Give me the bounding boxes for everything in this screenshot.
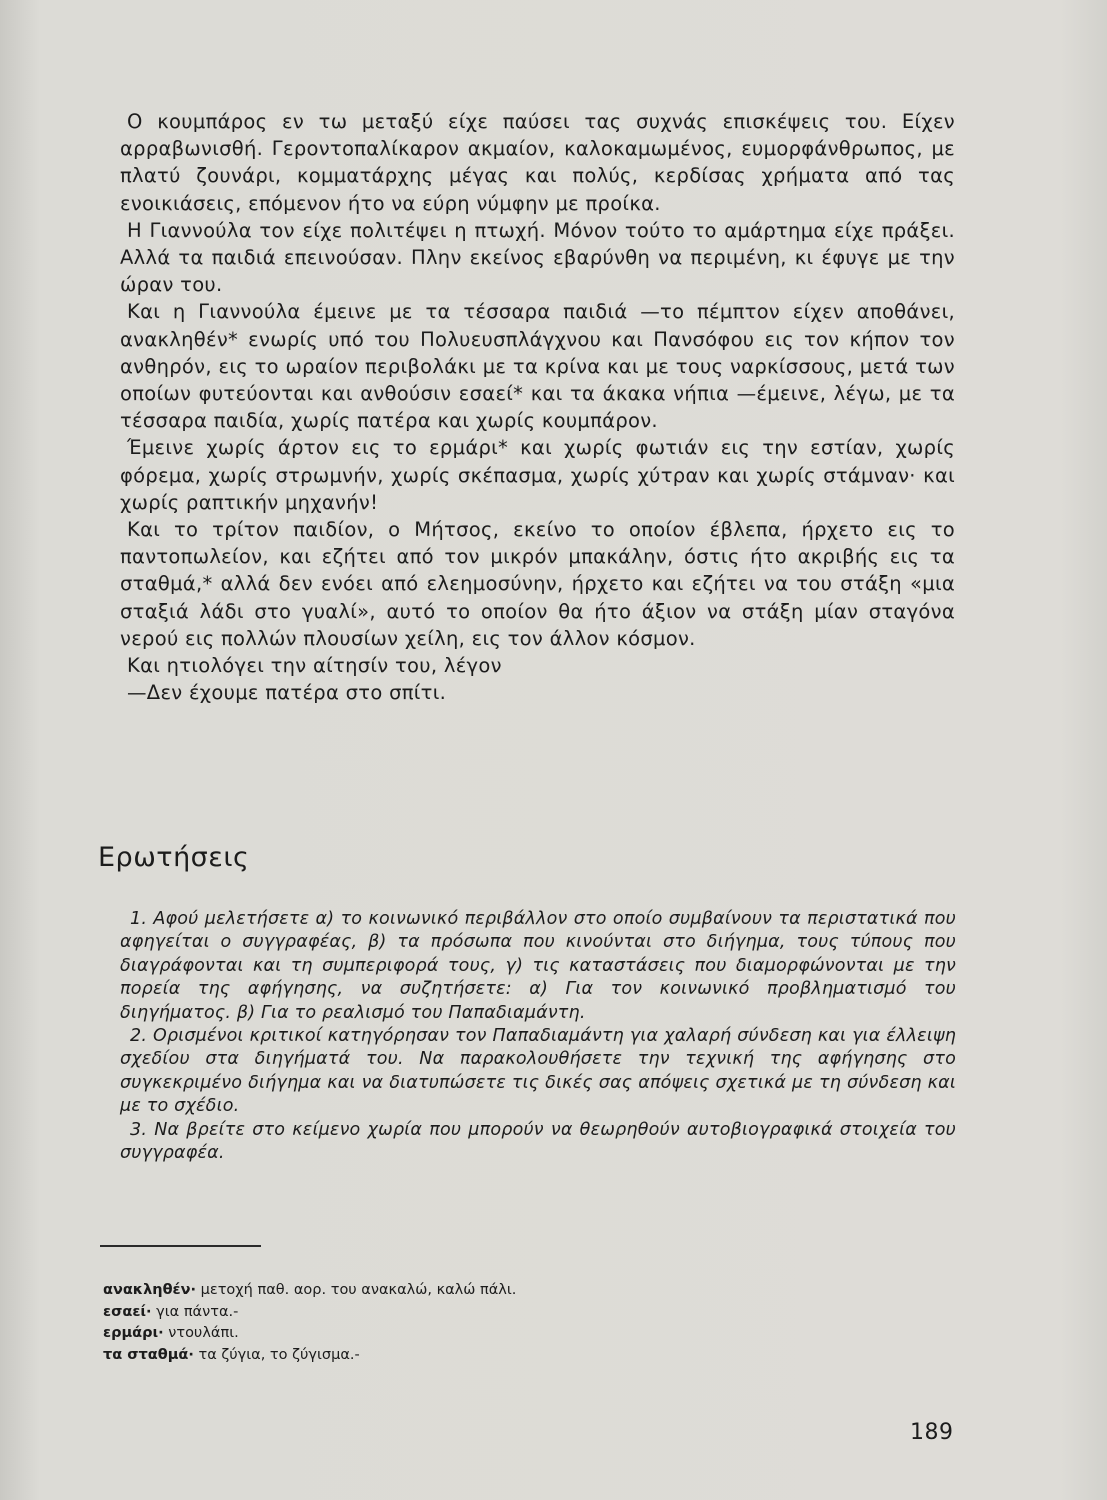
glossary-term: ανακληθέν· bbox=[103, 1282, 197, 1298]
glossary-term: ερμάρι· bbox=[103, 1325, 164, 1341]
glossary bbox=[103, 1280, 803, 1366]
paragraph: Η Γιαννούλα τον είχε πολιτέψει η πτωχή. Μόνον τούτο το αμάρτημα είχε πράξει. Αλλά τα παιδιά επεινούσαν. Πλην εκείνος εβαρύνθη να περιμένη, κι έφυγε με την ώραν του. bbox=[120, 218, 955, 297]
page-number: 189 bbox=[910, 1420, 954, 1445]
paragraph: Και ητιολόγει την αίτησίν του, λέγον bbox=[127, 654, 502, 678]
glossary-definition: ντουλάπι. bbox=[168, 1325, 239, 1341]
glossary-definition: για πάντα.- bbox=[156, 1303, 239, 1320]
glossary-entry bbox=[103, 1323, 803, 1345]
question-item: 2. Ορισμένοι κριτικοί κατηγόρησαν τον Παπαδιαμάντη για χαλαρή σύνδεση και για έλλειψη σχεδίου στα διηγήματά του. Να παρακολουθήσετε την τεχνική της αφήγησης στο συγκεκριμένο διήγημα και να διατυπώσετε τις δικές σας απόψεις σχετικά με τη σύνδεση και με το σχέδιο. bbox=[120, 1026, 956, 1117]
glossary-entry bbox=[103, 1280, 803, 1302]
glossary-entry bbox=[103, 1345, 803, 1367]
story-text bbox=[120, 108, 955, 706]
glossary-entry bbox=[103, 1302, 803, 1324]
paragraph: Έμεινε χωρίς άρτον εις το ερμάρι* και χωρίς φωτιάν εις την εστίαν, χωρίς φόρεμα, χωρίς στρωμνήν, χωρίς σκέπασμα, χωρίς χύτραν και χωρίς στάμναν· και χωρίς ραπτικήν μηχανήν! bbox=[120, 436, 955, 514]
glossary-term: εσαεί· bbox=[103, 1303, 152, 1320]
dialogue-line: —Δεν έχουμε πατέρα στο σπίτι. bbox=[127, 681, 447, 705]
question-item: 3. Να βρείτε στο κείμενο χωρία που μπορούν να θεωρηθούν αυτοβιογραφικά στοιχεία του συγγραφέα. bbox=[120, 1119, 956, 1164]
paragraph: Και το τρίτον παιδίον, ο Μήτσος, εκείνο το οποίον έβλεπα, ήρχετο εις το παντοπωλείον, και εζήτει από τον μικρόν μπακάλην, όστις ήτο ακριβής εις τα σταθμά,* αλλά δεν ενόει από ελεημοσύνην, ήρχετο και εζήτει να του στάξη «μια σταξιά λάδι στο γυαλί», αυτό το οποίον θα ήτο άξιον να στάξη μίαν σταγόνα νερού εις πολλών πλουσίων χείλη, εις τον άλλον κόσμον. bbox=[120, 518, 955, 650]
glossary-term: τα σταθμά· bbox=[103, 1346, 194, 1363]
questions-list bbox=[120, 908, 956, 1165]
questions-heading: Ερωτήσεις bbox=[98, 842, 250, 873]
paragraph: Ο κουμπάρος εν τω μεταξύ είχε παύσει τας συχνάς επισκέψεις του. Είχεν αρραβωνισθή. Γεροντοπαλίκαρον ακμαίον, καλοκαμωμένος, ευμορφάνθρωπος, με πλατύ ζουνάρι, κομματάρχης μέγας και πολύς, κερδίσας χρήματα από τας ενοικιάσεις, επόμενον ήτο να εύρη νύμφην με προίκα. bbox=[120, 110, 955, 215]
glossary-definition: μετοχή παθ. αορ. του ανακαλώ, καλώ πάλι. bbox=[200, 1282, 517, 1298]
footnote-divider bbox=[100, 1245, 261, 1247]
question-item: 1. Αφού μελετήσετε α) το κοινωνικό περιβάλλον στο οποίο συμβαίνουν τα περιστατικά που αφηγείται ο συγγραφέας, β) τα πρόσωπα που κινούνται στο διήγημα, τους τύπους που διαγράφονται και τη συμπεριφορά τους, γ) τις καταστάσεις που διαμορφώνονται με την πορεία της αφήγησης, να συζητήσετε: α) Για τον κοινωνικό προβληματισμό του διηγήματος. β) Για το ρεαλισμό του Παπαδιαμάντη. bbox=[120, 909, 956, 1023]
glossary-definition: τα ζύγια, το ζύγισμα.- bbox=[198, 1346, 360, 1363]
paragraph: Και η Γιαννούλα έμεινε με τα τέσσαρα παιδιά —το πέμπτον είχεν αποθάνει, ανακληθέν* ενωρίς υπό του Πολυευσπλάγχνου και Πανσόφου εις τον κήπον τον ανθηρόν, εις το ωραίον περιβολάκι με τα κρίνα και με τους ναρκίσσους, μετά των οποίων φυτεύονται και ανθούσιν εσαεί* και τα άκακα νήπια —έμεινε, λέγω, με τα τέσσαρα παιδία, χωρίς πατέρα και χωρίς κουμπάρον. bbox=[120, 300, 955, 433]
